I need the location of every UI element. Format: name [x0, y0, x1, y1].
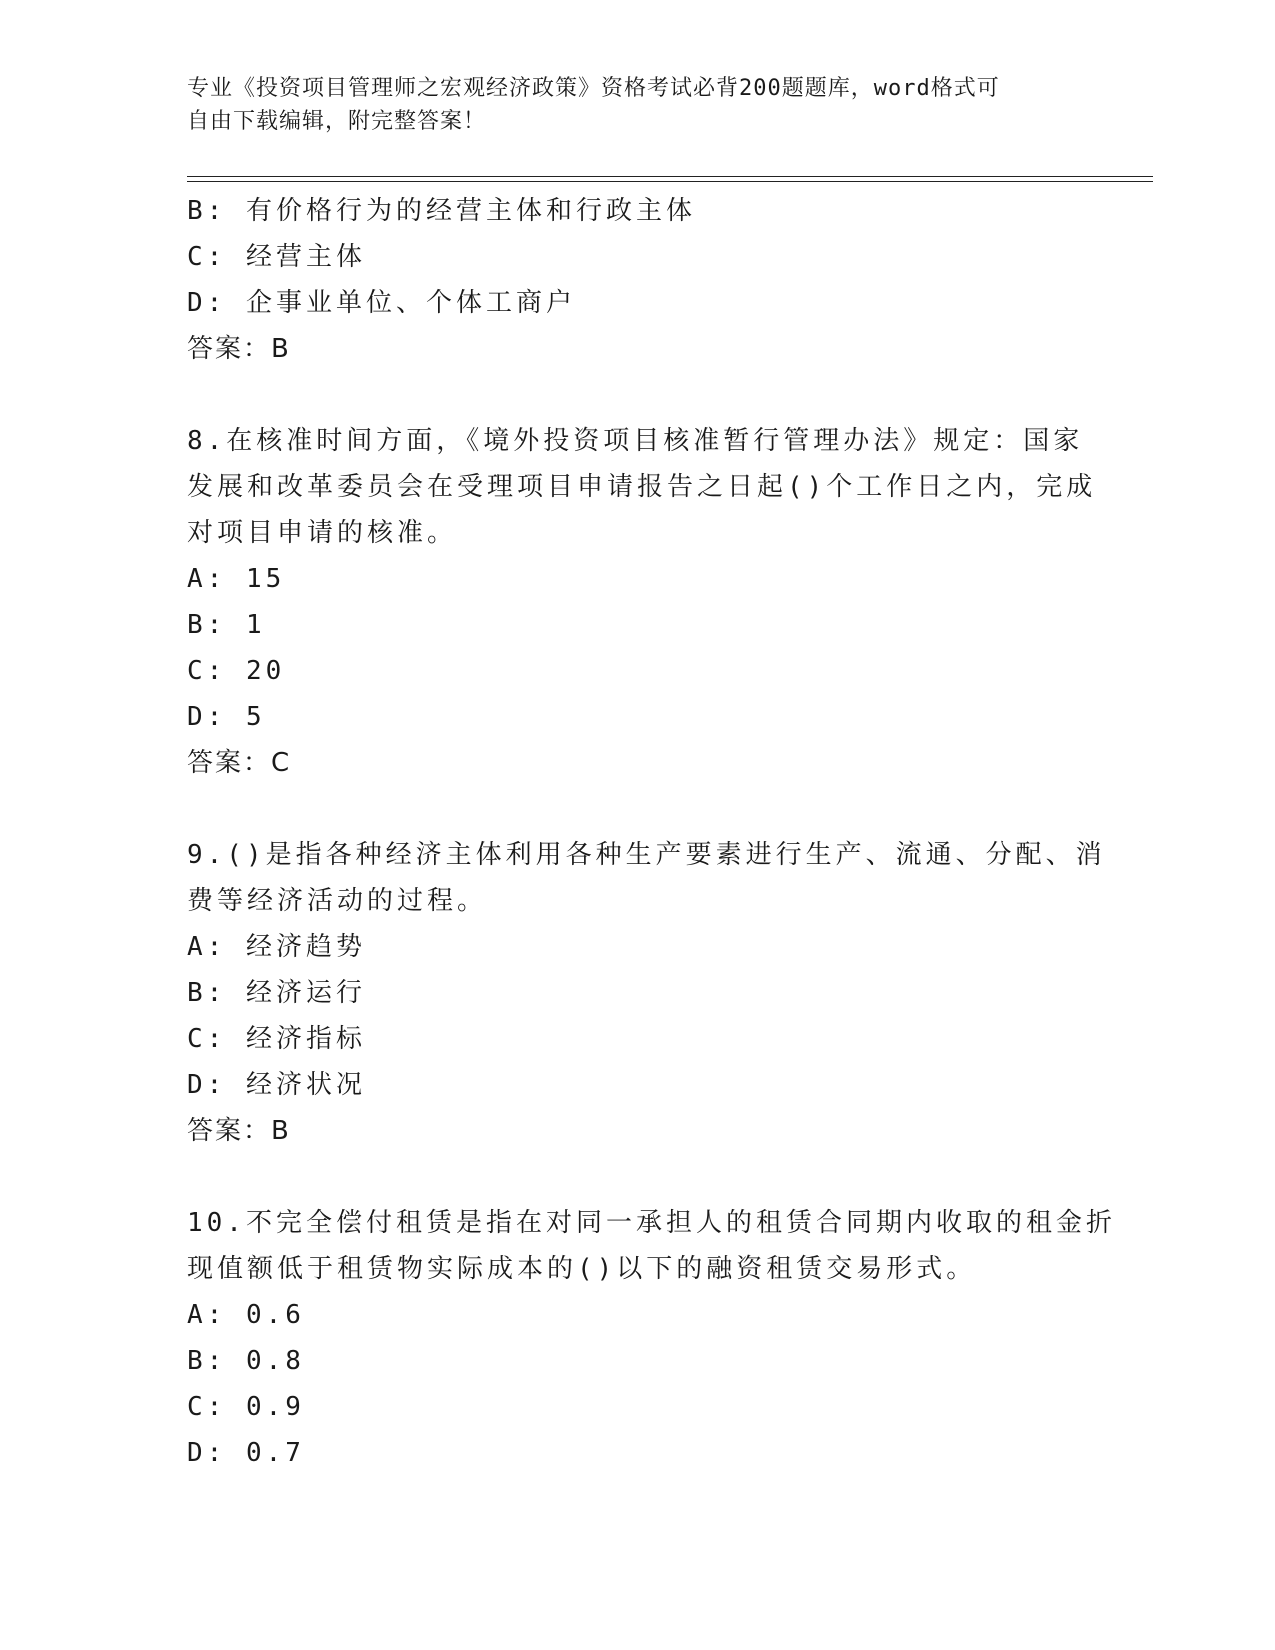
- header-line-1: 专业《投资项目管理师之宏观经济政策》资格考试必背200题题库，word格式可: [187, 76, 1000, 101]
- header-line-2: 自由下载编辑，附完整答案！: [187, 109, 487, 134]
- option-c: C: 0.9: [187, 1392, 305, 1422]
- stem-line: 现值额低于租赁物实际成本的()以下的融资租赁交易形式。: [187, 1254, 977, 1284]
- option-b: B: 1: [187, 610, 266, 640]
- question-8: [187, 418, 1097, 786]
- header-divider-bottom: [187, 181, 1153, 182]
- option-d: D: 企事业单位、个体工商户: [187, 288, 576, 318]
- option-b: B: 0.8: [187, 1346, 305, 1376]
- answer: 答案：B: [187, 1116, 291, 1146]
- option-c: C: 经营主体: [187, 242, 366, 272]
- stem-line: 费等经济活动的过程。: [187, 886, 488, 916]
- option-a: A: 15: [187, 564, 286, 594]
- option-c: C: 20: [187, 656, 286, 686]
- question-9: [187, 832, 1106, 1154]
- stem-line: 对项目申请的核准。: [187, 518, 458, 548]
- header-divider-top: [187, 176, 1153, 177]
- question-10: [187, 1200, 1116, 1476]
- answer: 答案：B: [187, 334, 291, 364]
- stem-line: 10.不完全偿付租赁是指在对同一承担人的租赁合同期内收取的租金折: [187, 1208, 1116, 1238]
- option-d: D: 0.7: [187, 1438, 305, 1468]
- option-d: D: 5: [187, 702, 266, 732]
- question-stem: [187, 832, 1106, 924]
- question-stem: [187, 1200, 1116, 1292]
- stem-line: 8.在核准时间方面，《境外投资项目核准暂行管理办法》规定：国家: [187, 426, 1084, 456]
- option-a: A: 经济趋势: [187, 932, 366, 962]
- question-stem: [187, 418, 1097, 556]
- option-c: C: 经济指标: [187, 1024, 366, 1054]
- stem-line: 9.()是指各种经济主体利用各种生产要素进行生产、流通、分配、消: [187, 840, 1106, 870]
- answer: 答案：C: [187, 748, 292, 778]
- question-7: [187, 188, 1087, 372]
- stem-line: 发展和改革委员会在受理项目申请报告之日起()个工作日之内，完成: [187, 472, 1097, 502]
- option-b: B: 有价格行为的经营主体和行政主体: [187, 196, 696, 226]
- document-header: [187, 72, 1067, 138]
- question-list: [187, 188, 1116, 1476]
- option-a: A: 0.6: [187, 1300, 305, 1330]
- option-b: B: 经济运行: [187, 978, 366, 1008]
- option-d: D: 经济状况: [187, 1070, 366, 1100]
